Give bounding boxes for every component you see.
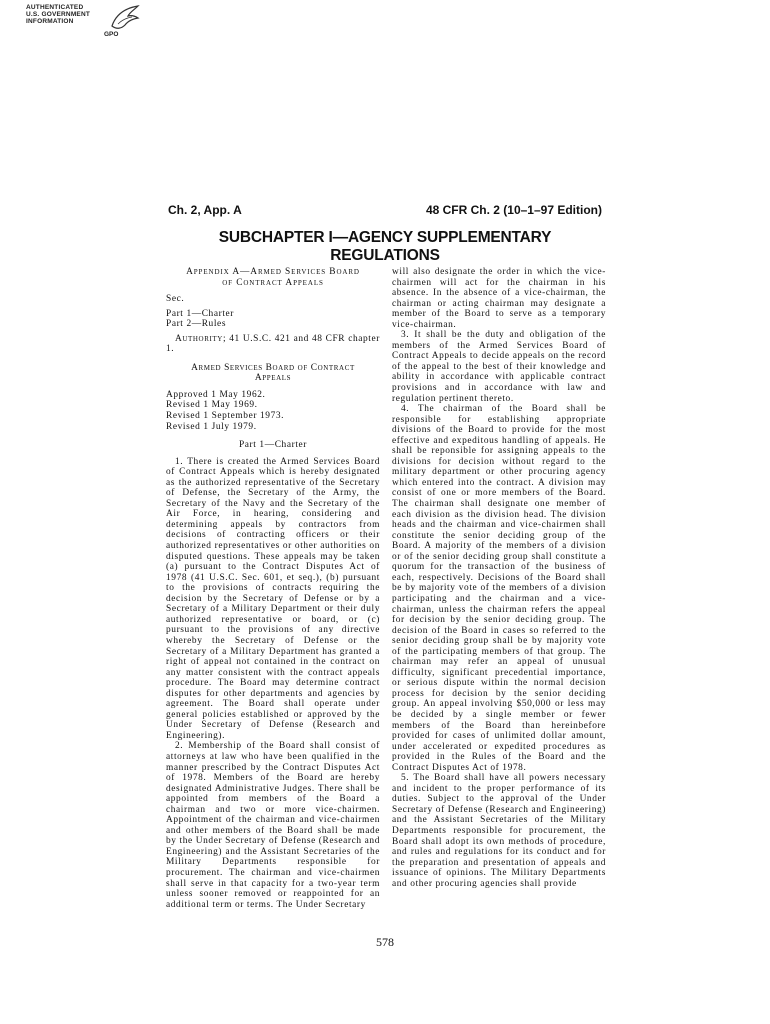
date-line: Approved 1 May 1962.: [166, 389, 266, 400]
paragraph-3: 3. It shall be the duty and obligation of the members of the Armed Services Board of Contract Appeals to decide appeals on the record of the appeal to the best of their knowledge and ability in accordance with applicable contract provisions and in accordance with law and regulation pertinent thereto.: [392, 330, 606, 404]
toc-item: Part 1—Charter: [166, 308, 235, 319]
running-head-left: Ch. 2, App. A: [168, 203, 242, 217]
right-column: [392, 267, 606, 889]
running-head: [168, 203, 602, 219]
left-column: [166, 267, 380, 910]
eagle-icon: [108, 4, 142, 34]
seal-line-1: AUTHENTICATED: [26, 4, 84, 11]
gpo-authentication-seal: [26, 4, 146, 48]
authority-label: Authority;: [175, 333, 227, 344]
authority-note: [166, 334, 380, 355]
paragraph-2: 2. Membership of the Board shall consist of attorneys at law who have been qualified in the manner prescribed by the Contract Disputes Act of 1978. Members of the Board are hereby designated Administrative Judges. There shall be appointed from members of the Board a chairman and two or more vice-chairmen. Appointment of the chairman and vice-chairmen and other members of the Board shall be made by the Under Secretary of Defense (Research and Engineering) and the Assistant Secretaries of the Military Departments responsible for procurement. The chairman and vice-chairmen shall serve in that capacity for a two-year term unless sooner removed or reappointed for an additional term or terms. The Under Secretary: [166, 741, 380, 910]
seal-text: [26, 4, 90, 26]
seal-line-3: INFORMATION: [26, 18, 74, 26]
date-line: Revised 1 May 1969.: [166, 400, 258, 411]
paragraph-1: 1. There is created the Armed Services Board of Contract Appeals which is hereby designated as the authorized representative of the Secretary of Defense, the Secretary of the Army, the Secretary of the Navy and the Secretary of the Air Force, in hearing, considering and determining appeals by contractors from decisions of contracting officers or their authorized representatives or other authorities on disputed questions. These appeals may be taken (a) pursuant to the Contract Disputes Act of 1978 (41 U.S.C. Sec. 601, et seq.), (b) pursuant to the provisions of contracts requiring the decision by the Secretary of Defense or by a Secretary of a Military Department or their duly authorized representative or board, or (c) pursuant to the provisions of any directive whereby the Secretary of Defense or the Secretary of a Military Department has granted a right of appeal not contained in the contract on any matter consistent with the contract appeals procedure. The Board may determine contract disputes for other departments and agencies by agreement. The Board shall operate under general policies established or approved by the Under Secretary of Defense (Research and Engineering).: [166, 456, 380, 741]
date-line: Revised 1 September 1973.: [166, 411, 285, 422]
date-line: Revised 1 July 1979.: [166, 421, 257, 432]
section-label: Sec.: [166, 294, 185, 305]
seal-gpo-label: GPO: [104, 31, 119, 38]
appendix-heading: Appendix A—Armed Services Board: [186, 267, 360, 277]
board-heading: Armed Services Board of Contract: [191, 362, 355, 373]
chapter-title: SUBCHAPTER I—AGENCY SUPPLEMENTARY REGULATIONS: [218, 229, 552, 264]
appendix-heading-line2: of Contract Appeals: [222, 277, 324, 288]
paragraph-5: 5. The Board shall have all powers necessary and incident to the proper performance of its duties. Subject to the approval of the Under Secretary of Defense (Research and Engineering) and the Assistant Secretaries of the Military Departments responsible for procurement, the Board shall adopt its own methods of procedure, and rules and regulations for its conduct and for the preparation and presentation of appeals and issuance of opinions. The Military Departments and other procuring agencies shall provide: [392, 773, 606, 889]
running-head-right: 48 CFR Ch. 2 (10–1–97 Edition): [425, 203, 602, 217]
page-number: 578: [376, 935, 394, 949]
board-heading-line2: Appeals: [254, 373, 292, 384]
part-heading: Part 1—Charter: [238, 440, 308, 451]
paragraph-2-continued: will also designate the order in which the vice-chairmen will act for the chairman in his absence. In the absence of a vice-chairman, the chairman or acting chairman may designate a member of the Board to serve as a temporary vice-chairman.: [392, 267, 606, 330]
authority-text: 41 U.S.C. 421 and 48 CFR chapter 1.: [166, 333, 380, 355]
seal-line-2: U.S. GOVERNMENT: [26, 11, 91, 19]
toc-item: Part 2—Rules: [166, 319, 227, 330]
paragraph-4: 4. The chairman of the Board shall be responsible for establishing appropriate divisions of the Board to provide for the most effective and expeditous handling of appeals. He shall be reponsible for assigning appeals to the divisions for decision without regard to the military department or other procuring agency which entered into the contract. A division may consist of one or more members of the Board. The chairman shall designate one member of each division as the division head. The division heads and the chairman and vice-chairmen shall constitute the senior deciding group of the Board. A majority of the members of a division or of the senior deciding group shall constitute a quorum for the transaction of the business of each, respectively. Decisions of the Board shall be by majority vote of the members of a division participating and the chairman and a vice-chairman, unless the chairman refers the appeal for decision by the senior deciding group. The decision of the Board in cases so referred to the senior deciding group shall be by majority vote of the participating members of that group. The chairman may refer an appeal of unusual difficulty, significant precedential importance, or serious dispute within the normal decision process for decision by the senior deciding group. An appeal involving $50,000 or less may be decided by a single member or fewer members of the Board than hereinbefore provided for cases of unlimited dollar amount, under accelerated or expedited procedures as provided in the Rules of the Board and the Contract Disputes Act of 1978.: [392, 404, 606, 773]
